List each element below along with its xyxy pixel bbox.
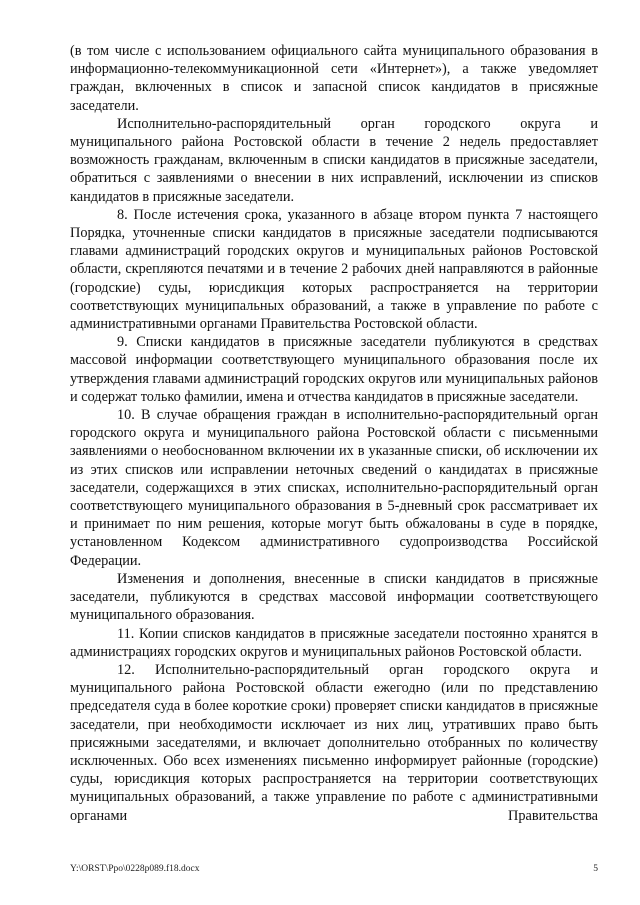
paragraph-item-12: 12. Исполнительно-распорядительный орган городского округа и муниципального района Ростовской области ежегодно (или по представлению председателя суда в более короткие сроки) проверяет списки кандидатов в присяжные заседатели, при необходимости исключает из них лиц, утративших право быть присяжными заседателями, и включает дополнительно отобранных по количеству исключенных. Обо всех изменениях письменно информирует районные (городские) суды, юрисдикция которых распространяется на территории соответствующих муниципальных образований, а также управление по работе с административными органами Правительства [70, 661, 598, 824]
paragraph-item-11: 11. Копии списков кандидатов в присяжные заседатели постоянно хранятся в администрациях городских округов и муниципальных районов Ростовской области. [70, 625, 598, 660]
document-body [70, 42, 598, 825]
page-footer [70, 862, 598, 876]
paragraph-continuation: (в том числе с использованием официального сайта муниципального образования в информационно-телекоммуникационной сети «Интернет»), а также уведомляет граждан, включенных в список и запасной список кандидатов в присяжные заседатели. [70, 43, 598, 114]
page-number: 5 [593, 864, 598, 874]
file-path: Y:\ORST\Ppo\0228p089.f18.docx [70, 864, 200, 874]
paragraph-item-10: 10. В случае обращения граждан в исполнительно-распорядительный орган городского округа и муниципального района Ростовской области с письменными заявлениями о необоснованном включении их в указанные списки, об исключении их из этих списков или исправлении неточных сведений о кандидатах в присяжные заседатели, содержащихся в этих списках, исполнительно-распорядительный орган соответствующего муниципального образования в 5-дневный срок рассматривает их и принимает по ним решения, которые могут быть обжалованы в суде в порядке, установленном Кодексом административного судопроизводства Российской Федерации. [70, 407, 598, 569]
paragraph-item-9: 9. Списки кандидатов в присяжные заседатели публикуются в средствах массовой информации соответствующего муниципального образования после их утверждения главами администраций городских округов или муниципальных районов и содержат только фамилии, имена и отчества кандидатов в присяжные заседатели. [70, 334, 598, 405]
paragraph-amendments: Изменения и дополнения, внесенные в списки кандидатов в присяжные заседатели, публикуются в средствах массовой информации соответствующего муниципального образования. [70, 570, 598, 624]
paragraph-correction-period: Исполнительно-распорядительный орган городского округа и муниципального района Ростовской области в течение 2 недель предоставляет возможность гражданам, включенным в списки кандидатов в присяжные заседатели, обратиться с заявлениями о внесении в них исправлений, исключении из списков кандидатов в присяжные заседатели. [70, 115, 598, 205]
paragraph-item-8: 8. После истечения срока, указанного в абзаце втором пункта 7 настоящего Порядка, уточненные списки кандидатов в присяжные заседатели подписываются главами администраций городских округов и муниципальных районов Ростовской области, скрепляются печатями и в течение 2 рабочих дней направляются в районные (городские) суды, юрисдикция которых распространяется на территории соответствующих муниципальных образований, а также в управление по работе с административными органами Правительства Ростовской области. [70, 206, 598, 333]
